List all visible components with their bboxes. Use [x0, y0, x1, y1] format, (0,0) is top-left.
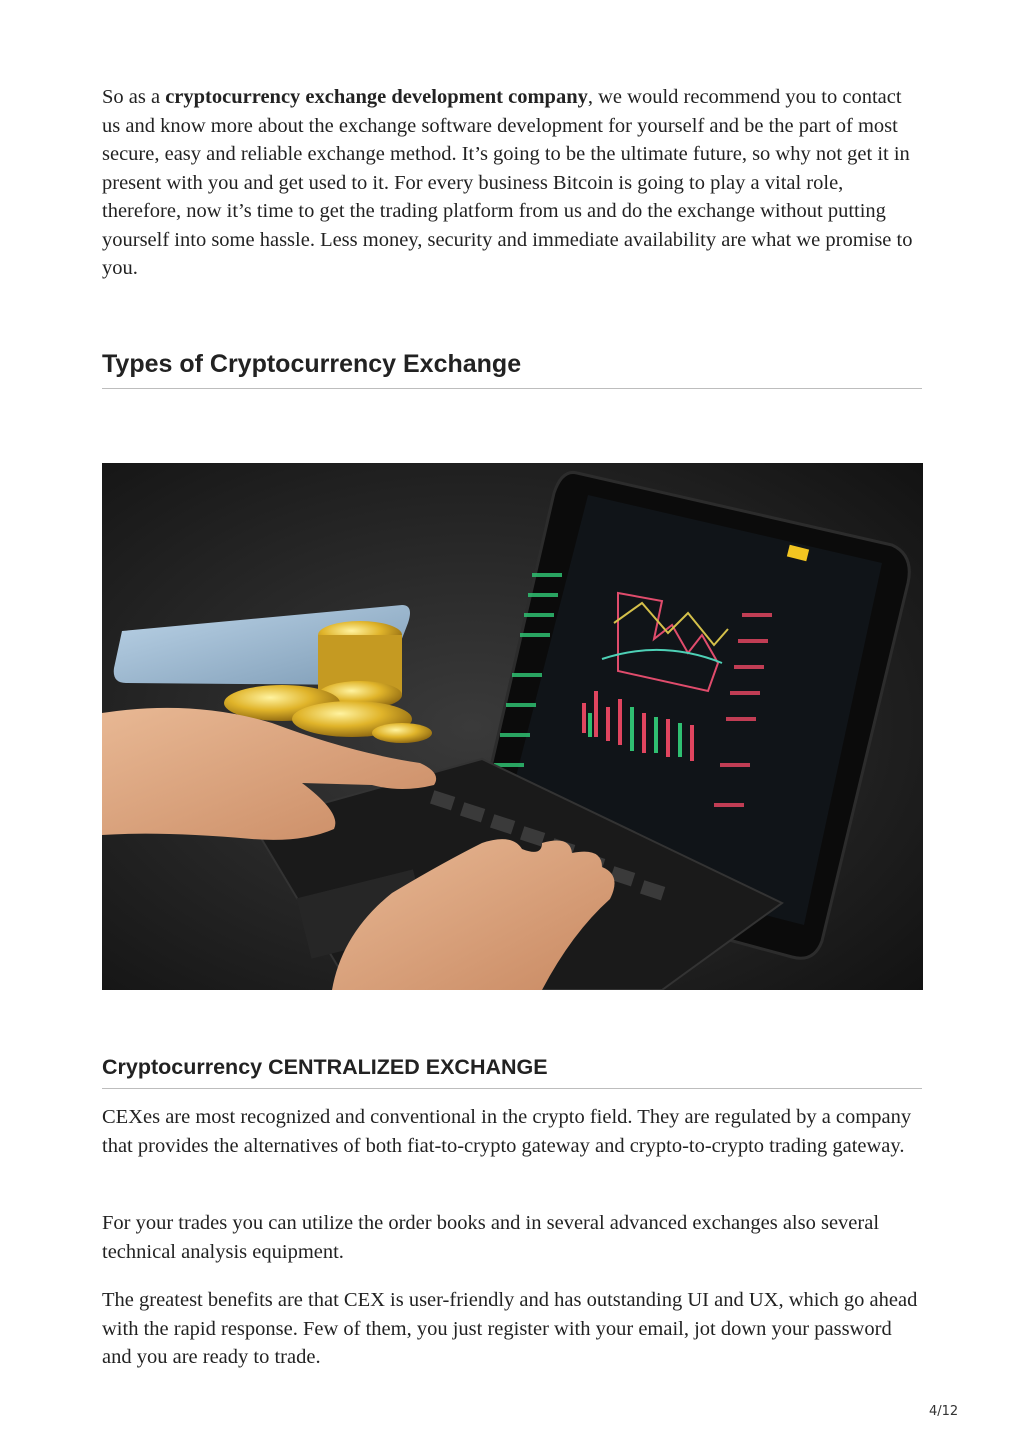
intro-lead: So as a	[102, 86, 166, 108]
paragraph-cex-intro: CEXes are most recognized and conventional in the crypto field. They are regulated by a company that provides the alternatives of both fiat-to-crypto gateway and crypto-to-crypto trading gateway.	[102, 1106, 912, 1157]
paragraph-cex-benefits: The greatest benefits are that CEX is user-friendly and has outstanding UI and UX, which go ahead with the rapid response. Few of them, you just register with your email, jot down your password and you are ready to trade.	[102, 1289, 918, 1368]
subsection-heading: Cryptocurrency CENTRALIZED EXCHANGE	[102, 1055, 922, 1089]
paragraph-cex-tools: For your trades you can utilize the order books and in several advanced exchanges also several technical analysis equipment.	[102, 1212, 880, 1263]
intro-rest: , we would recommend you to contact us and know more about the exchange software development for yourself and be the part of most secure, easy and reliable exchange method. It’s going to be the ultimate future, so why not get it in present with you and get used to it. For every business Bitcoin is going to play a vital role, therefore, now it’s time to get the trading platform from us and do the exchange without putting yourself into some hassle. Less money, security and immediate availability are what we promise to you.	[102, 86, 913, 279]
laptop-trading-photo	[102, 463, 923, 990]
intro-bold-link[interactable]: cryptocurrency exchange development company	[165, 86, 588, 108]
section-heading: Types of Cryptocurrency Exchange	[102, 350, 922, 389]
intro-paragraph	[102, 83, 924, 283]
page-number: 4/12	[929, 1404, 959, 1419]
